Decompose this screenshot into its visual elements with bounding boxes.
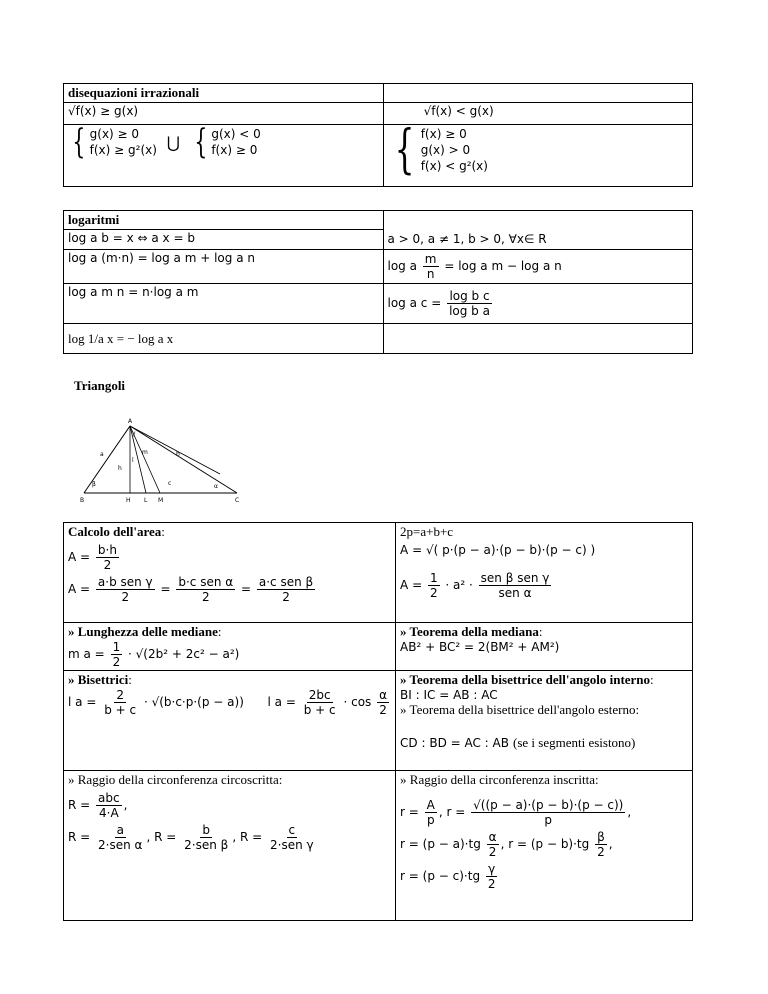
insc-c-ang: γ xyxy=(488,862,496,876)
label-B: B xyxy=(80,497,85,504)
area-f2-n3: a·c sen β xyxy=(258,575,314,589)
med-n: 1 xyxy=(112,640,121,654)
area-r2-mid: · a² · xyxy=(445,578,473,592)
label-h: h xyxy=(118,465,122,472)
area-title: Calcolo dell'area xyxy=(68,524,162,539)
label-l: l xyxy=(132,457,134,464)
insc-b-ang: β xyxy=(597,830,605,844)
log-quotient xyxy=(383,250,693,284)
bis1-rhs: · √(b·c·p·(p − a)) xyxy=(143,695,244,709)
label-gamma: γ xyxy=(132,430,136,437)
irr-left-system-1: { g(x) ≥ 0 f(x) ≥ g²(x) xyxy=(72,122,157,162)
area-r2-d1: 2 xyxy=(429,586,438,600)
bisector-cell: » Bisettrici: l a = $\frac{2}{b + c}$ · √(b·c·p·(p − a)) l a = $\frac{2bc}{b + c}$ · cos $\frac{\alpha}{2}$ xyxy=(64,671,396,771)
triangles-heading: Triangoli xyxy=(74,378,126,393)
insc-c: r = (p − c)·tg xyxy=(400,869,481,883)
perimeter: 2p=a+b+c xyxy=(400,524,454,539)
circumradius-cell xyxy=(64,771,396,921)
circ1-d: 4·A xyxy=(99,806,119,820)
area-f2-d2: 2 xyxy=(201,590,210,604)
bisector-ext-row xyxy=(400,734,688,752)
log-change-base xyxy=(383,284,693,324)
bis2-n: 2bc xyxy=(308,688,331,702)
area-formula-sine: A = $\frac{\text{a·b sen γ}}{2}$ = $\frac{\text{b·c sen α}}{2}$ = $\frac{\text{a·c sen β}}{2}$ xyxy=(68,575,314,604)
insc1-n: A xyxy=(426,798,435,812)
label-H: H xyxy=(126,497,131,504)
inradius-cell xyxy=(396,771,693,921)
log-reciprocal-base: log 1/a x = − log a x xyxy=(64,324,384,354)
triangle-formulas-table xyxy=(63,522,693,921)
bisector-ext-title: » Teorema della bisettrice dell'angolo esterno: xyxy=(400,702,640,717)
insc2-d: p xyxy=(544,813,553,827)
bisector-title: » Bisettrici xyxy=(68,672,129,687)
label-M: M xyxy=(158,497,164,504)
inradius-formula-1: r = $\frac{A}{p}$ , r = $\frac{√((p - a)\cdot(p - b)\cdot(p - c))}{p}$ , xyxy=(400,798,632,827)
area-f2-d1: 2 xyxy=(121,590,130,604)
sys1-line1: g(x) ≥ 0 xyxy=(89,127,140,141)
label-alpha: α xyxy=(214,483,218,490)
median-theorem: AB² + BC² = 2(BM² + AM²) xyxy=(400,640,560,654)
log-quot-num: m xyxy=(424,252,437,266)
log-base-num: log b c xyxy=(449,289,490,303)
sys3-line2: g(x) > 0 xyxy=(420,143,471,157)
sys2-line1: g(x) < 0 xyxy=(211,127,261,141)
label-m: m xyxy=(142,449,148,456)
log-quot-right: = log a m − log a n xyxy=(444,259,562,273)
irr-empty-cell xyxy=(383,84,692,103)
label-a: a xyxy=(100,451,104,458)
insc-a: r = (p − a)·tg xyxy=(400,837,481,851)
area-f2-lhs: A = xyxy=(68,582,91,596)
inradius-formula-3 xyxy=(400,862,688,891)
circ2-lhs-c: R = xyxy=(239,830,263,844)
circ-c-d: 2·sen γ xyxy=(270,838,314,852)
irrational-inequalities-table xyxy=(63,83,693,187)
irr-right-head: √f(x) < g(x) xyxy=(383,103,692,125)
circ-c-n: c xyxy=(288,823,296,837)
irr-title: disequazioni irrazionali xyxy=(64,84,384,103)
median-title: » Lunghezza delle mediane xyxy=(68,624,218,639)
union-symbol: ⋃ xyxy=(166,132,180,152)
circumradius-title: » Raggio della circonferenza circoscritta: xyxy=(68,772,283,787)
label-c: c xyxy=(168,480,172,487)
log-title: logaritmi xyxy=(64,211,384,230)
bis2-d: b + c xyxy=(303,703,336,717)
sys3-line1: f(x) ≥ 0 xyxy=(420,127,467,141)
insc2-n: √((p − a)·(p − b)·(p − c)) xyxy=(473,798,624,812)
area-f2-n2: b·c sen α xyxy=(178,575,234,589)
med-d: 2 xyxy=(112,655,121,669)
bisector-theorem-cell: » Teorema della bisettrice dell'angolo interno: BI : IC = AB : AC » Teorema della bisettrice dell'angolo esterno: CD : BD = AC : AB (se i segmenti esistono) xyxy=(396,671,693,771)
circ-b-d: 2·sen β xyxy=(184,838,229,852)
bis1-lhs: l a = xyxy=(68,695,97,709)
irr-left-head: √f(x) ≥ g(x) xyxy=(64,103,384,125)
inradius-formula-2: r = (p − a)·tg $\frac{\alpha}{2}$ , r = (p − b)·tg $\frac{\beta}{2}$ , xyxy=(400,830,613,859)
log-conditions: a > 0, a ≠ 1, b > 0, ∀x∈ R xyxy=(383,211,693,250)
log-product: log a (m·n) = log a m + log a n xyxy=(64,250,384,284)
median-theorem-cell: » Teorema della mediana: AB² + BC² = 2(BM² + AM²) xyxy=(396,623,693,671)
insc-a-two: 2 xyxy=(488,845,497,859)
circ-b-n: b xyxy=(202,823,211,837)
perimeter-cell xyxy=(396,523,693,623)
circ2-lhs-a: R = xyxy=(68,830,91,844)
inradius-title: » Raggio della circonferenza inscritta: xyxy=(400,772,599,787)
irr-right-system: { f(x) ≥ 0 g(x) > 0 f(x) < g²(x) xyxy=(383,125,692,187)
sys1-line2: f(x) ≥ g²(x) xyxy=(89,143,157,157)
heron-formula: A = √( p·(p − a)·(p − b)·(p − c) ) xyxy=(400,543,596,557)
median-formula xyxy=(68,640,391,669)
label-A: A xyxy=(128,418,133,425)
log-empty-cell xyxy=(383,324,693,354)
bisector-int-title: » Teorema della bisettrice dell'angolo interno xyxy=(400,672,651,687)
median-theorem-title: » Teorema della mediana xyxy=(400,624,539,639)
label-beta: β xyxy=(92,481,96,488)
insc-b-two: 2 xyxy=(597,845,605,859)
area-f2-n1: a·b sen γ xyxy=(97,575,153,589)
insc-b: r = (p − b)·tg xyxy=(508,837,590,851)
side-b xyxy=(130,426,237,493)
sys2-line2: f(x) ≥ 0 xyxy=(211,143,258,157)
sys3-line3: f(x) < g²(x) xyxy=(420,159,488,173)
area-f2-d3: 2 xyxy=(282,590,290,604)
circ2-lhs-b: R = xyxy=(154,830,177,844)
circ1-n: abc xyxy=(98,791,120,805)
label-b: b xyxy=(176,451,180,458)
bis2-mid: · cos xyxy=(343,695,372,709)
bis2-d2: 2 xyxy=(379,703,387,717)
insc-a-ang: α xyxy=(488,830,497,844)
log-quot-den: n xyxy=(426,267,435,281)
area-cell: Calcolo dell'area: A = $\frac{b\cdot h}{2}$ A = $\frac{\text{a·b sen γ}}{2}$ = $\frac{\text{b·c sen α}}{2}$ = $\frac{\text{a·c sen β}}{2}$ xyxy=(64,523,396,623)
label-C: C xyxy=(235,497,240,504)
bis2-lhs: l a = xyxy=(267,695,296,709)
area-r2-lhs: A = xyxy=(400,578,423,592)
bis1-n: 2 xyxy=(116,688,124,702)
logarithms-table xyxy=(63,210,693,354)
area-r2-d2: sen α xyxy=(498,586,532,600)
bisector-int-theorem: BI : IC = AB : AC xyxy=(400,688,498,702)
side-c xyxy=(84,426,130,493)
circumradius-formula-2: R = $\frac{a}{\text{2·sen α}}$ , R = $\frac{b}{\text{2·sen β}}$ , R = $\frac{c}{\text{2·sen γ}}$ xyxy=(68,823,314,852)
label-L: L xyxy=(144,497,148,504)
area-r2-n2: sen β sen γ xyxy=(480,571,550,585)
circ-a-d: 2·sen α xyxy=(98,838,143,852)
insc-c-two: 2 xyxy=(487,877,496,891)
bisector-ext-note: (se i segmenti esistono) xyxy=(512,735,636,750)
log-base-den: log b a xyxy=(449,304,490,318)
bisector-formulas xyxy=(68,688,391,717)
bis1-d: b + c xyxy=(104,703,137,717)
log-power: log a m n = n·log a m xyxy=(64,284,384,324)
log-quot-left: log a xyxy=(387,259,417,273)
area-formula-sines xyxy=(400,571,688,600)
median-cell: » Lunghezza delle mediane: m a = $\frac{1}{2}$ · √(2b² + 2c² − a²) xyxy=(64,623,396,671)
bisector-ext-theorem: CD : BD = AC : AB xyxy=(400,736,509,750)
area-f1-lhs: A = xyxy=(68,550,91,564)
insc1-d: p xyxy=(426,813,435,827)
log-definition: log a b = x ⇔ a x = b xyxy=(64,230,384,250)
area-formula-bh xyxy=(68,543,391,572)
circ-a-n: a xyxy=(116,823,124,837)
area-f1-num: b·h xyxy=(97,543,117,557)
med-rhs: · √(2b² + 2c² − a²) xyxy=(128,647,240,661)
bis2-n2: α xyxy=(379,688,388,702)
log-base-left: log a c = xyxy=(387,296,442,310)
irr-left-systems xyxy=(64,122,384,187)
triangle-diagram xyxy=(70,418,250,508)
area-r2-n1: 1 xyxy=(429,571,438,585)
circ1-lhs: R = xyxy=(68,798,91,812)
circumradius-formula-1: R = $\frac{\text{abc}}{4\cdot A}$ , xyxy=(68,791,128,820)
med-lhs: m a = xyxy=(68,647,105,661)
irr-left-system-2: { g(x) < 0 f(x) ≥ 0 xyxy=(194,122,261,162)
area-f1-den: 2 xyxy=(103,558,112,572)
